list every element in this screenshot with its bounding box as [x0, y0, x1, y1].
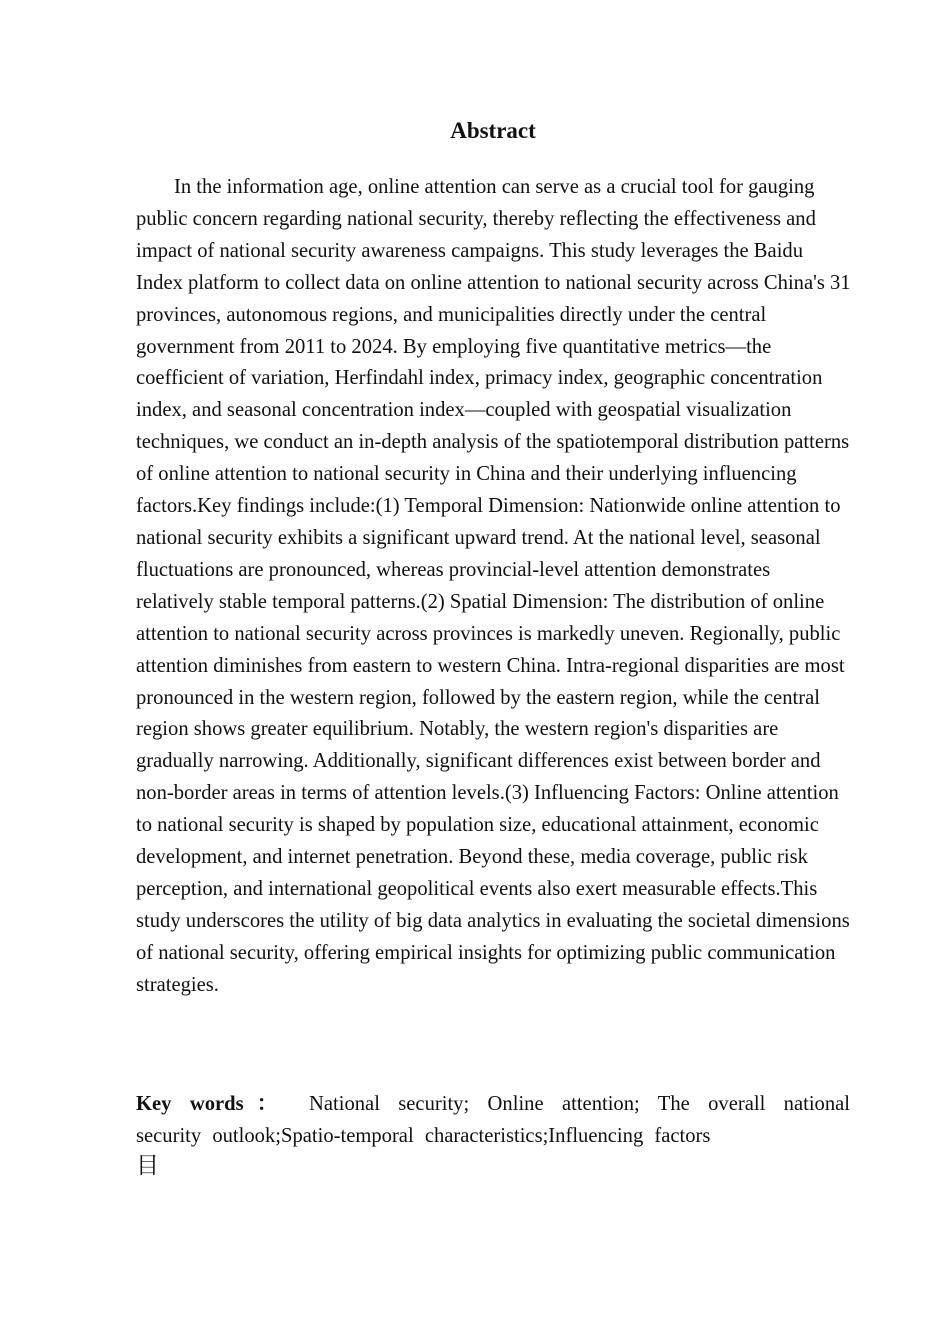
keywords-line-2: security outlook;Spatio-temporal characteristics;Influencing factors [136, 1125, 711, 1147]
abstract-title: Abstract [450, 118, 536, 143]
abstract-body: In the information age, online attention can serve as a crucial tool for gauging public concern regarding national security, thereby reflecting the effectiveness and impact of national security awareness campaigns. This study leverages the Baidu Index platform to collect data on online attention to national security across China's 31 provinces, autonomous regions, and municipalities directly under the central government from 2011 to 2024. By employing five quantitative metrics—the coefficient of variation, Herfindahl index, primacy index, geographic concentration index, and seasonal concentration index—coupled with geospatial visualization techniques, we conduct an in-depth analysis of the spatiotemporal distribution patterns of online attention to national security in China and their underlying influencing factors.Key findings include:(1) Temporal Dimension: Nationwide online attention to national security exhibits a significant upward trend. At the national level, seasonal fluctuations are pronounced, whereas provincial-level attention demonstrates relatively stable temporal patterns.(2) Spatial Dimension: The distribution of online attention to national security across provinces is markedly uneven. Regionally, public attention diminishes from eastern to western China. Intra-regional disparities are most pronounced in the western region, followed by the eastern region, while the central region shows greater equilibrium. Notably, the western region's disparities are gradually narrowing. Additionally, significant differences exist between border and non-border areas in terms of attention levels.(3) Influencing Factors: Online attention to national security is shaped by population size, educational attainment, economic development, and internet penetration. Beyond these, media coverage, public risk perception, and international geopolitical events also exert measurable effects.This study underscores the utility of big data analytics in evaluating the societal dimensions of national security, offering empirical insights for optimizing public communication strategies. [136, 176, 851, 996]
toc-heading-fragment: 目 [136, 1153, 159, 1179]
keywords-label: Key words： [136, 1093, 291, 1115]
keywords-text-1: National security; Online attention; The overall national [309, 1093, 850, 1115]
keywords-line-1 [136, 1088, 850, 1120]
